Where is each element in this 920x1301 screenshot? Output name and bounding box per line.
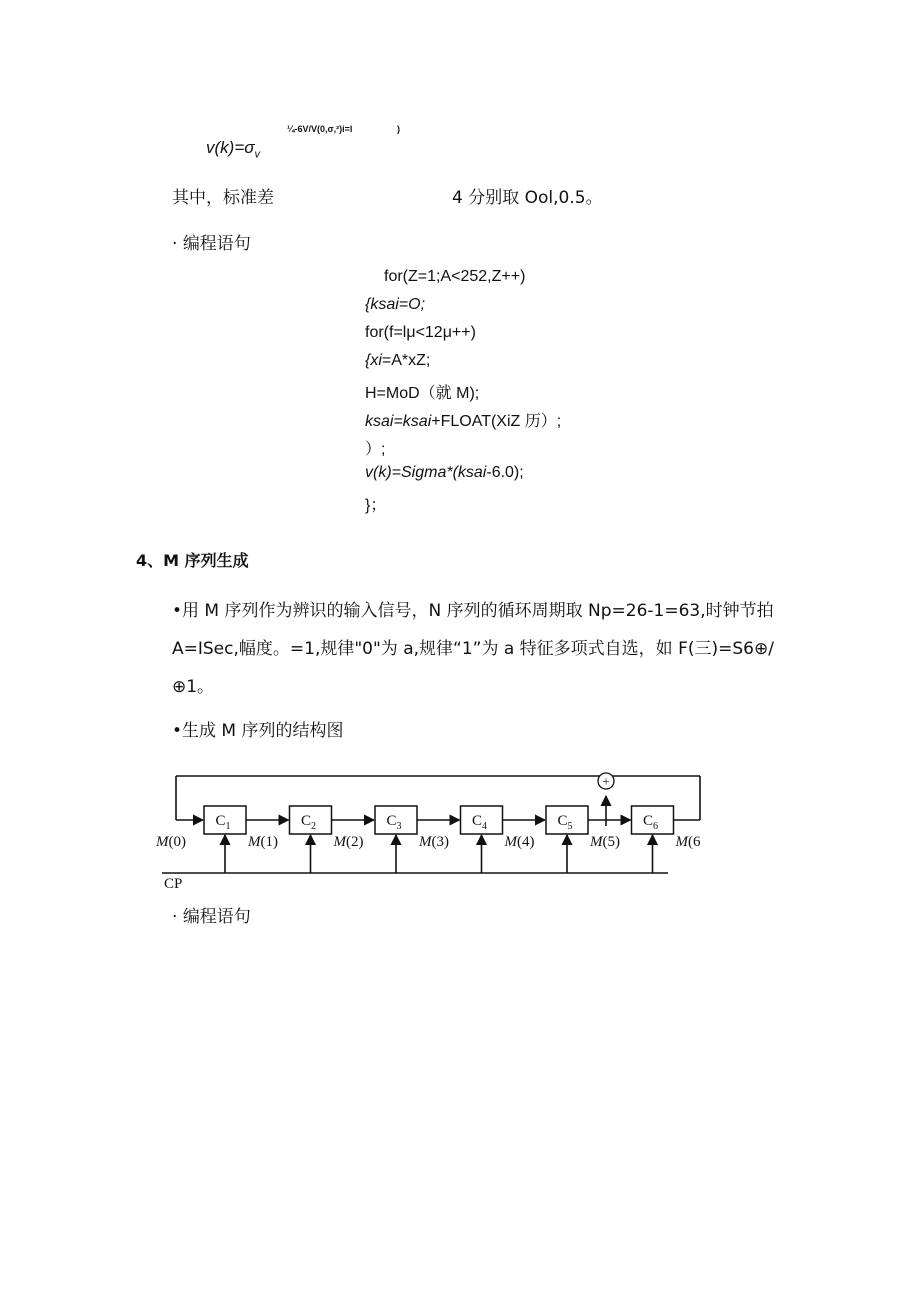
output-label-m5-symbol: M <box>590 834 603 850</box>
code-line-5: H=MoD（就 M); <box>365 385 480 402</box>
output-label-m5-index: (5) <box>602 834 620 850</box>
code-line-9: }； <box>365 497 387 514</box>
register-label-c1: $C_1$ <box>215 813 231 832</box>
output-label-m5 <box>589 834 620 850</box>
register-label-c4: $C_4$ <box>471 813 488 832</box>
code-line-6-rest: +FLOAT(XiZ 历）; <box>431 413 562 430</box>
section-heading: 4、M 序列生成 <box>136 551 249 570</box>
output-label-m1-symbol: M <box>248 834 261 850</box>
formula-main <box>206 138 260 160</box>
output-label-m2-symbol: M <box>333 834 346 850</box>
xor-symbol: + <box>602 773 610 789</box>
code-line-3: for(f=lμ<12μ++) <box>365 324 476 341</box>
register-label-c6: $C_6$ <box>642 813 659 832</box>
programming-label-2-text: 编程语句 <box>182 907 251 927</box>
formula-superscript-close: ) <box>397 124 400 134</box>
output-label-m4-symbol: M <box>504 834 517 850</box>
code-line-4-var: {xi <box>365 352 382 369</box>
formula-main-text: v(k)=σ <box>206 138 255 157</box>
m-sequence-structure-diagram <box>148 768 708 892</box>
clock-label: CP <box>164 876 183 892</box>
output-label-m1-index: (1) <box>260 834 278 850</box>
code-line-2 <box>365 296 425 314</box>
code-line-6 <box>365 408 561 431</box>
output-label-m1 <box>247 834 278 850</box>
output-label-m0-symbol: M <box>156 834 169 850</box>
code-line-8-rest: -6.0); <box>486 464 524 481</box>
structure-diagram-label: •生成 M 序列的结构图 <box>172 721 344 741</box>
output-label-m0-index: (0) <box>168 834 186 850</box>
register-label-c3: $C_3$ <box>386 813 402 832</box>
std-dev-label: 其中，标准差 <box>172 188 274 208</box>
programming-label-2 <box>172 902 251 927</box>
register-label-c2: $C_2$ <box>300 813 317 832</box>
register-subscript-c1: 1 <box>225 821 231 832</box>
bullet: · <box>172 234 178 254</box>
output-label-m4 <box>504 834 535 850</box>
output-label-m3-index: (3) <box>431 834 449 850</box>
register-subscript-c2: 2 <box>311 821 317 832</box>
bullet-2: · <box>172 907 178 927</box>
register-subscript-c6: 6 <box>653 821 659 832</box>
formula-superscript: ¼-6V/V(0,σ,²)i=l <box>287 124 353 134</box>
register-label-c5: $C_5$ <box>557 813 573 832</box>
programming-label-text: 编程语句 <box>182 234 251 254</box>
register-subscript-c4: 4 <box>482 821 488 832</box>
output-label-m3 <box>418 834 449 850</box>
code-line-8 <box>365 464 524 482</box>
output-label-m4-index: (4) <box>517 834 535 850</box>
formula-subscript: v <box>254 148 261 161</box>
register-subscript-c5: 5 <box>567 821 573 832</box>
output-label-m2 <box>333 834 364 850</box>
output-label-m2-index: (2) <box>346 834 364 850</box>
programming-label <box>172 229 251 254</box>
output-label-m6-symbol: M <box>675 834 688 850</box>
m-sequence-description: •用 M 序列作为辨识的输入信号，N 序列的循环周期取 Np=26-1=63,时钟节拍 A=ISec,幅度。=1,规律"0"为 a,规律“1”为 a 特征多项式自选，如 F(三)=S6⊕/⊕1。 <box>172 601 774 697</box>
output-label-m3-symbol: M <box>419 834 432 850</box>
code-line-2-text: {ksai=O; <box>365 296 426 313</box>
output-label-m6-index: (6 <box>688 834 701 850</box>
code-line-4 <box>365 352 430 370</box>
code-line-1: for(Z=1;A<252,Z++) <box>384 268 526 285</box>
code-line-6-var: ksai=ksai <box>365 413 432 430</box>
std-dev-values: 4 分别取 Ool,0.5。 <box>452 188 603 208</box>
output-label-m6 <box>675 834 701 850</box>
code-line-7: ）; <box>365 441 386 458</box>
code-line-8-var: v(k)=Sigma*(ksai <box>365 464 487 481</box>
code-line-4-rest: =A*xZ; <box>381 352 431 369</box>
output-label-m0 <box>155 834 186 850</box>
register-subscript-c3: 3 <box>396 821 402 832</box>
